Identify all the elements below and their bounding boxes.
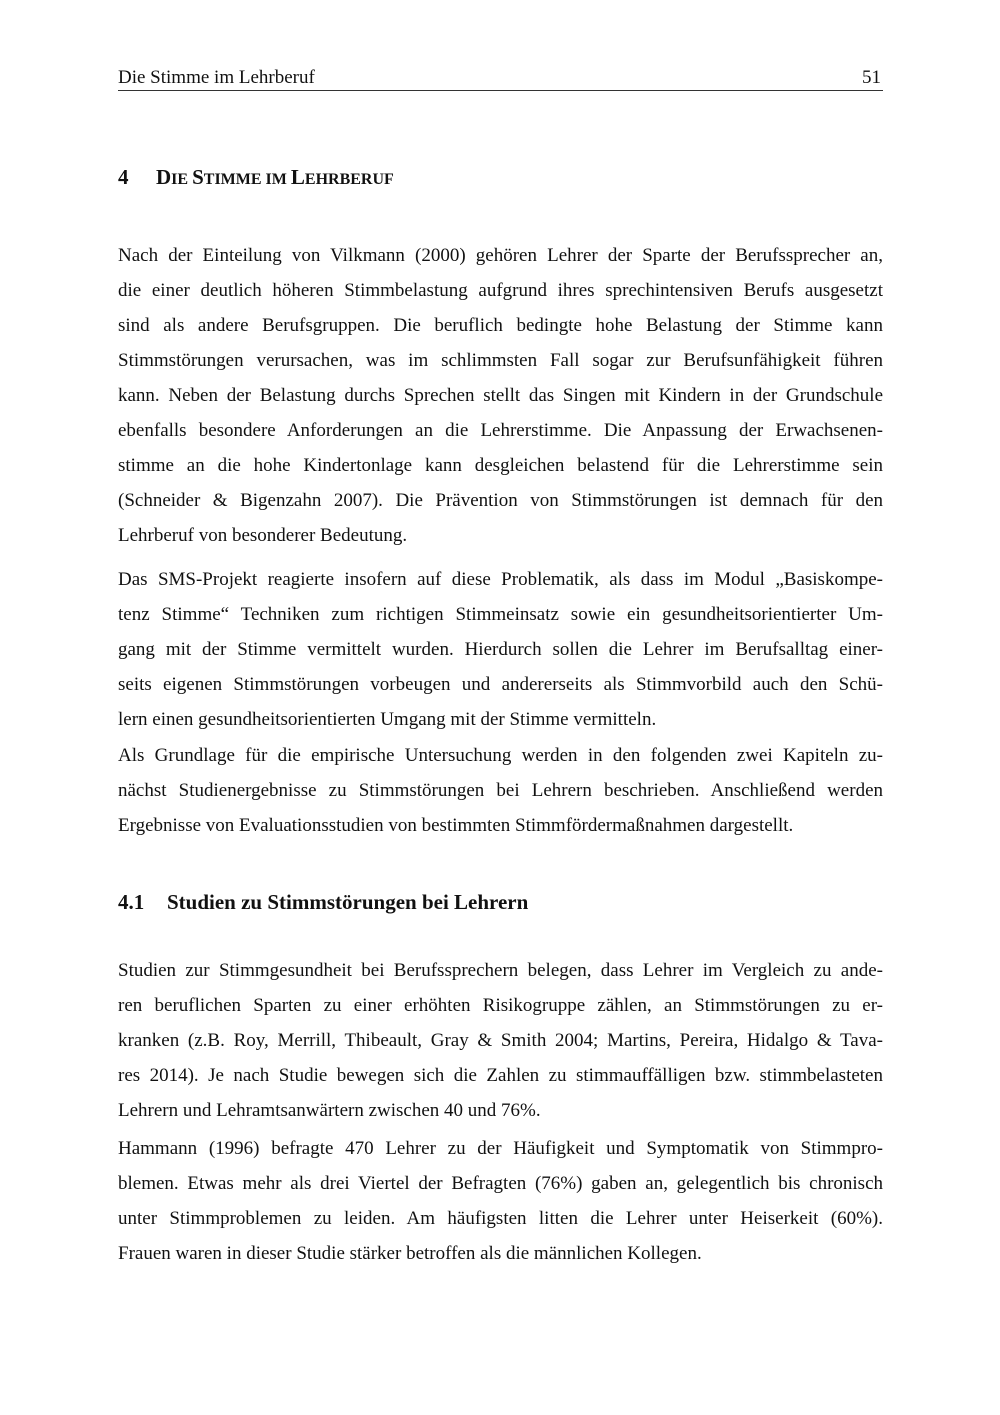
chapter-heading	[118, 162, 394, 195]
chapter-number: 4	[118, 165, 129, 189]
text-line: lern einen gesundheitsorientierten Umgang mit der Stimme vermitteln.	[118, 709, 657, 730]
text-line: Lehrberuf von besonderer Bedeutung.	[118, 525, 408, 546]
text-line: sind als andere Berufsgruppen. Die beruflich bedingte hohe Belastung der Stimme kann	[118, 315, 883, 336]
text-line: Stimmstörungen verursachen, was im schlimmsten Fall sogar zur Berufsunfähigkeit führen	[118, 350, 883, 371]
text-line: gang mit der Stimme vermittelt wurden. Hierdurch sollen die Lehrer im Berufsalltag einer-	[118, 639, 883, 660]
section-heading	[118, 887, 528, 917]
text-line: tenz Stimme“ Techniken zum richtigen Stimmeinsatz sowie ein gesundheitsorientierter Um-	[118, 604, 883, 625]
text-line: stimme an die hohe Kindertonlage kann desgleichen belastend für die Lehrerstimme sein	[118, 455, 883, 476]
paragraph-studies	[118, 953, 883, 1128]
text-line: blemen. Etwas mehr als drei Viertel der Befragten (76%) gaben an, gelegentlich bis chronisch	[118, 1173, 883, 1194]
chapter-title: DIE STIMME IM LEHRBERUF	[156, 165, 394, 189]
text-line: Studien zur Stimmgesundheit bei Berufssprechern belegen, dass Lehrer im Vergleich zu ande-	[118, 960, 883, 981]
running-title: Die Stimme im Lehrberuf	[118, 67, 315, 88]
text-line: kranken (z.B. Roy, Merrill, Thibeault, Gray & Smith 2004; Martins, Pereira, Hidalgo & Tava-	[118, 1030, 883, 1051]
section-title: Studien zu Stimmstörungen bei Lehrern	[167, 890, 529, 914]
text-line: ren beruflichen Sparten zu einer erhöhten Risikogruppe zählen, an Stimmstörungen zu er-	[118, 995, 883, 1016]
text-line: unter Stimmproblemen zu leiden. Am häufigsten litten die Lehrer unter Heiserkeit (60%).	[118, 1208, 883, 1229]
text-line: Frauen waren in dieser Studie stärker betroffen als die männlichen Kollegen.	[118, 1243, 702, 1264]
paragraph-intro	[118, 238, 883, 553]
text-line: Als Grundlage für die empirische Untersuchung werden in den folgenden zwei Kapiteln zu-	[118, 745, 883, 766]
paragraph-sms-project	[118, 562, 883, 737]
text-line: Lehrern und Lehramtsanwärtern zwischen 40 und 76%.	[118, 1100, 541, 1121]
text-line: kann. Neben der Belastung durchs Sprechen stellt das Singen mit Kindern in der Grundschule	[118, 385, 883, 406]
text-line: Nach der Einteilung von Vilkmann (2000) gehören Lehrer der Sparte der Berufssprecher an,	[118, 245, 883, 266]
text-line: Hammann (1996) befragte 470 Lehrer zu der Häufigkeit und Symptomatik von Stimmpro-	[118, 1138, 883, 1159]
running-header	[118, 64, 883, 91]
page-number: 51	[862, 67, 881, 88]
paragraph-overview	[118, 738, 883, 843]
text-line: seits eigenen Stimmstörungen vorbeugen und andererseits als Stimmvorbild auch den Schü-	[118, 674, 883, 695]
paragraph-hammann	[118, 1131, 883, 1271]
text-line: nächst Studienergebnisse zu Stimmstörungen bei Lehrern beschrieben. Anschließend werden	[118, 780, 883, 801]
text-line: (Schneider & Bigenzahn 2007). Die Prävention von Stimmstörungen ist demnach für den	[118, 490, 883, 511]
text-line: Ergebnisse von Evaluationsstudien von bestimmten Stimmfördermaßnahmen dargestellt.	[118, 815, 794, 836]
text-line: die einer deutlich höheren Stimmbelastung aufgrund ihres sprechintensiven Berufs ausgesetzt	[118, 280, 883, 301]
section-number: 4.1	[118, 890, 145, 914]
text-line: ebenfalls besondere Anforderungen an die Lehrerstimme. Die Anpassung der Erwachsenen-	[118, 420, 883, 441]
text-line: Das SMS-Projekt reagierte insofern auf diese Problematik, als dass im Modul „Basiskompe-	[118, 569, 883, 590]
text-line: res 2014). Je nach Studie bewegen sich die Zahlen zu stimmauffälligen bzw. stimmbelasteten	[118, 1065, 883, 1086]
